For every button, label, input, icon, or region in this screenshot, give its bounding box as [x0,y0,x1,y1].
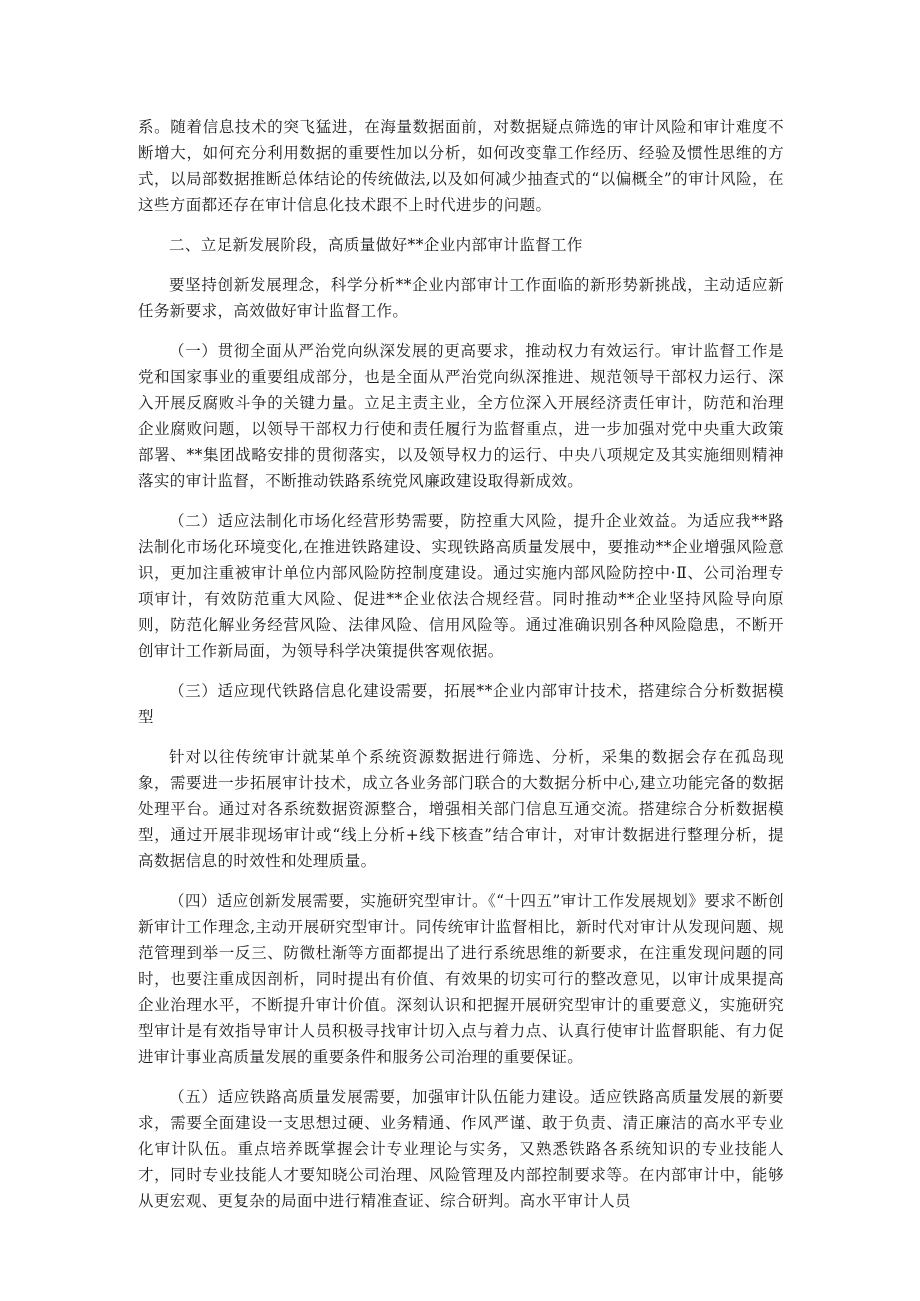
document-page [138,114,784,1228]
paragraph-intro: 要坚持创新发展理念，科学分析**企业内部审计工作面临的新形势新挑战，主动适应新任务新要求，高效做好审计监督工作。 [138,276,784,320]
section-heading: 二、立足新发展阶段，高质量做好**企业内部审计监督工作 [169,236,583,254]
paragraph-item-3-body: 针对以往传统审计就某单个系统资源数据进行筛选、分析，采集的数据会存在孤岛现象，需要进一步拓展审计技术，成立各业务部门联合的大数据分析中心,建立功能完备的数据处理平台。通过对各系统数据资源整合，增强相关部门信息互通交流。搭建综合分析数据模型，通过开展非现场审计或“线上分析+线下核查”结合审计，对审计数据进行整理分析，提高数据信息的时效性和处理质量。 [138,748,784,870]
paragraph-continuation: 系。随着信息技术的突飞猛进，在海量数据面前，对数据疑点筛选的审计风险和审计难度不断增大，如何充分利用数据的重要性加以分析，如何改变靠工作经历、经验及惯性思维的方式，以局部数据推断总体结论的传统做法,以及如何减少抽查式的“以偏概全”的审计风险，在这些方面都还存在审计信息化技术跟不上时代进步的问题。 [138,118,784,214]
paragraph-item-2: （二）适应法制化市场化经营形势需要，防控重大风险，提升企业效益。为适应我**路法制化市场化环境变化,在推进铁路建设、实现铁路高质量发展中，要推动**企业增强风险意识，更加注重被审计单位内部风险防控制度建设。通过实施内部风险防控中·Ⅱ、公司治理专项审计，有效防范重大风险、促进**企业依法合规经营。同时推动**企业坚持风险导向原则，防范化解业务经营风险、法律风险、信用风险等。通过准确识别各种风险隐患，不断开创审计工作新局面，为领导科学决策提供客观依据。 [138,512,784,660]
paragraph-item-1: （一）贯彻全面从严治党向纵深发展的更高要求，推动权力有效运行。审计监督工作是党和国家事业的重要组成部分，也是全面从严治党向纵深推进、规范领导干部权力运行、深入开展反腐败斗争的关键力量。立足主责主业，全方位深入开展经济责任审计，防范和治理企业腐败问题，以领导干部权力行使和责任履行为监督重点，进一步加强对党中央重大政策部署、**集团战略安排的贯彻落实，以及领导权力的运行、中央八项规定及其实施细则精神落实的审计监督，不断推动铁路系统党风廉政建设取得新成效。 [138,342,784,490]
paragraph-item-4: （四）适应创新发展需要，实施研究型审计。《“十四五”审计工作发展规划》要求不断创新审计工作理念,主动开展研究型审计。同传统审计监督相比，新时代对审计从发现问题、规范管理到举一反三、防微杜渐等方面都提出了进行系统思维的新要求，在注重发现问题的同时，也要注重成因剖析，同时提出有价值、有效果的切实可行的整改意见，以审计成果提高企业治理水平，不断提升审计价值。深刻认识和把握开展研究型审计的重要意义，实施研究型审计是有效指导审计人员积极寻找审计切入点与着力点、认真行使审计监督职能、有力促进审计事业高质量发展的重要条件和服务公司治理的重要保证。 [138,892,784,1066]
paragraph-item-5: （五）适应铁路高质量发展需要，加强审计队伍能力建设。适应铁路高质量发展的新要求，需要全面建设一支思想过硬、业务精通、作风严谨、敢于负责、清正廉洁的高水平专业化审计队伍。重点培养既掌握会计专业理论与实务，又熟悉铁路各系统知识的专业技能人才，同时专业技能人才要知晓公司治理、风险管理及内部控制要求等。在内部审计中，能够从更宏观、更复杂的局面中进行精准查证、综合研判。高水平审计人员 [138,1088,784,1210]
paragraph-item-3-title: （三）适应现代铁路信息化建设需要，拓展**企业内部审计技术，搭建综合分析数据模型 [138,682,784,726]
